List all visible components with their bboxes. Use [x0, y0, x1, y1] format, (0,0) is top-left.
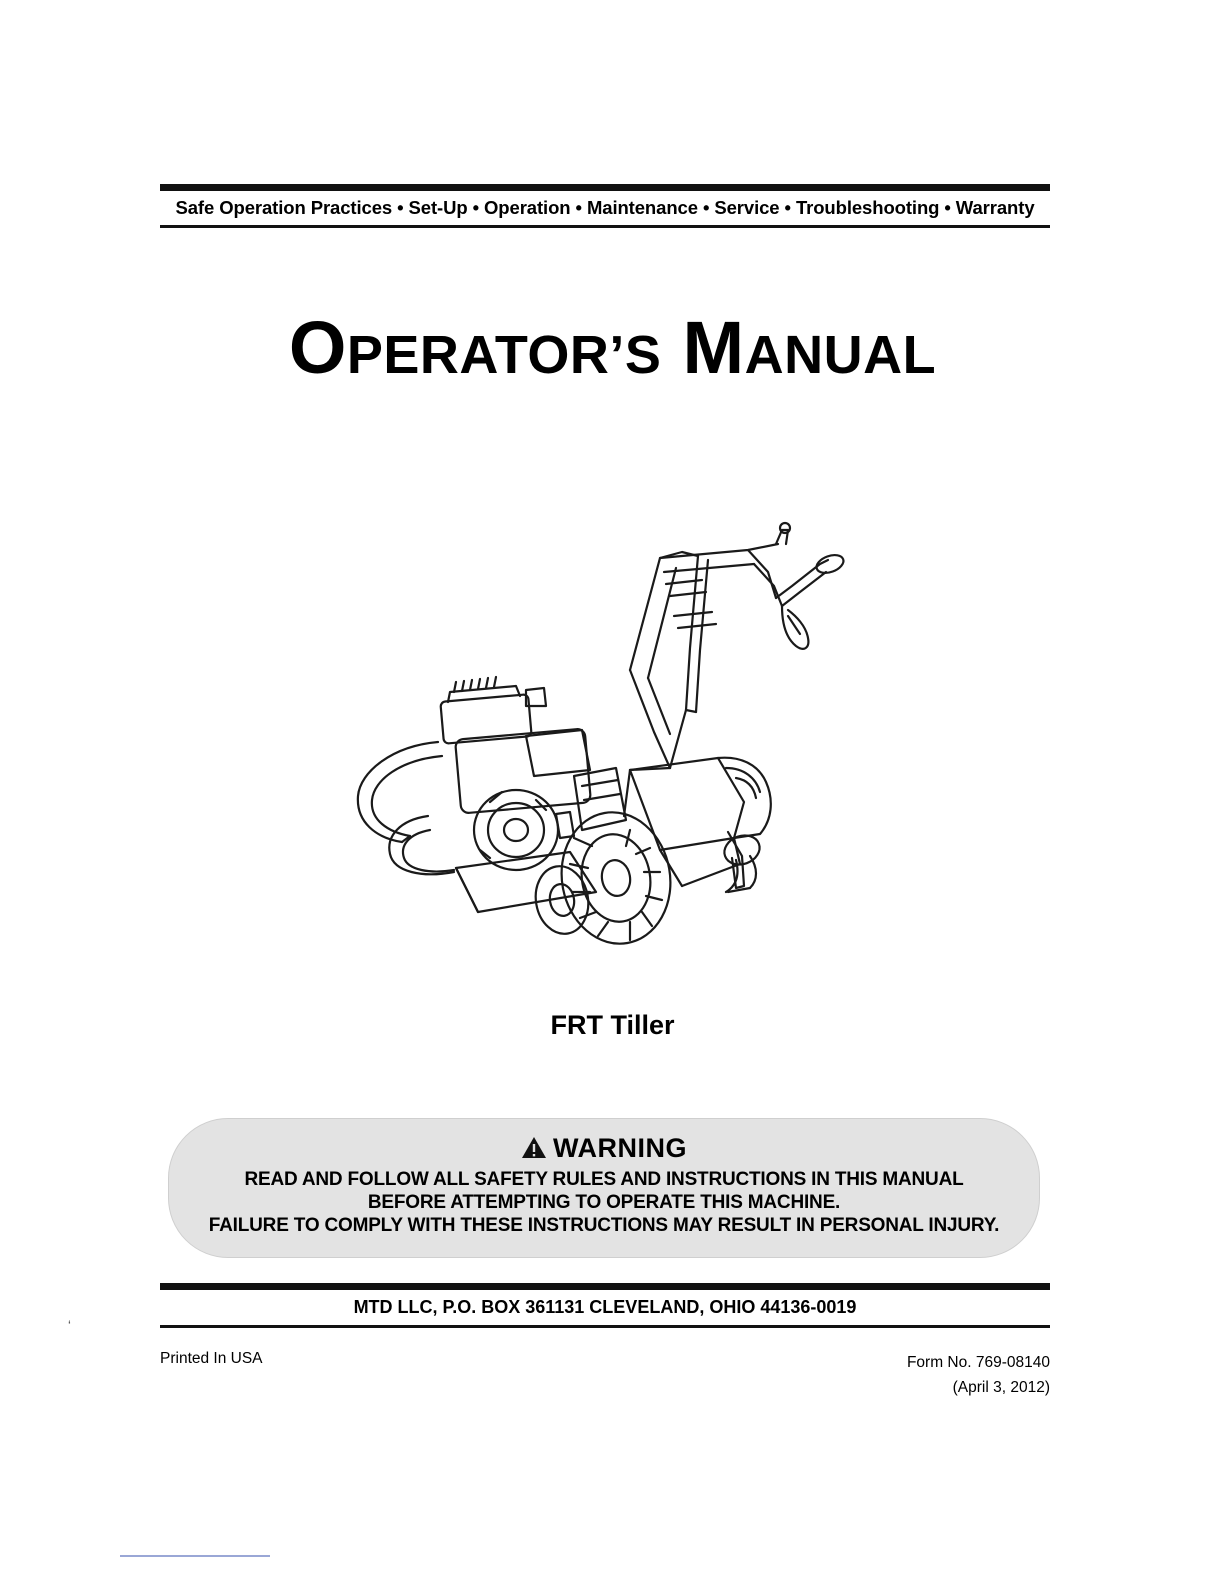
warning-box — [168, 1118, 1040, 1258]
title-word-operators-apostrophe: ’S — [609, 325, 662, 385]
page-title — [0, 305, 1225, 390]
printed-in: Printed In USA — [160, 1350, 263, 1367]
warning-heading — [169, 1133, 1039, 1166]
company-address: MTD LLC, P.O. BOX 361131 CLEVELAND, OHIO 44136-0019 — [353, 1297, 857, 1317]
form-number: Form No. 769-08140 — [906, 1354, 1050, 1371]
model-name: FRT Tiller — [550, 1010, 675, 1040]
page-margin-tick: ʻ — [68, 1318, 71, 1333]
title-word-operators-rest: PERATOR — [346, 325, 610, 385]
tiller-line-drawing — [330, 520, 890, 980]
warning-triangle-svg — [521, 1136, 547, 1159]
title-word-manual-cap: M — [682, 306, 745, 389]
warning-triangle-icon — [521, 1135, 547, 1166]
footer-bottom-rule — [160, 1325, 1050, 1328]
warning-heading-text: WARNING — [553, 1133, 687, 1163]
banner-bottom-rule — [160, 225, 1050, 228]
form-date: (April 3, 2012) — [952, 1379, 1050, 1396]
banner-top-rule — [160, 184, 1050, 191]
warning-line-1: READ AND FOLLOW ALL SAFETY RULES AND INSTRUCTIONS IN THIS MANUAL — [244, 1169, 964, 1190]
title-word-manual-rest: ANUAL — [744, 325, 937, 385]
title-word-operators-cap: O — [288, 306, 347, 389]
scan-artifact-line — [120, 1555, 270, 1557]
form-info — [907, 1350, 1050, 1400]
topics-banner — [160, 184, 1050, 228]
footer-top-rule — [160, 1283, 1050, 1290]
tiller-illustration — [330, 520, 890, 980]
warning-line-3: FAILURE TO COMPLY WITH THESE INSTRUCTIONS MAY RESULT IN PERSONAL INJURY. — [208, 1215, 1000, 1236]
footer-address-block — [160, 1283, 1050, 1328]
banner-topics-text: Safe Operation Practices • Set-Up • Operation • Maintenance • Service • Troubleshooting • Warranty — [175, 197, 1035, 218]
warning-line-2: BEFORE ATTEMPTING TO OPERATE THIS MACHINE. — [367, 1192, 841, 1213]
